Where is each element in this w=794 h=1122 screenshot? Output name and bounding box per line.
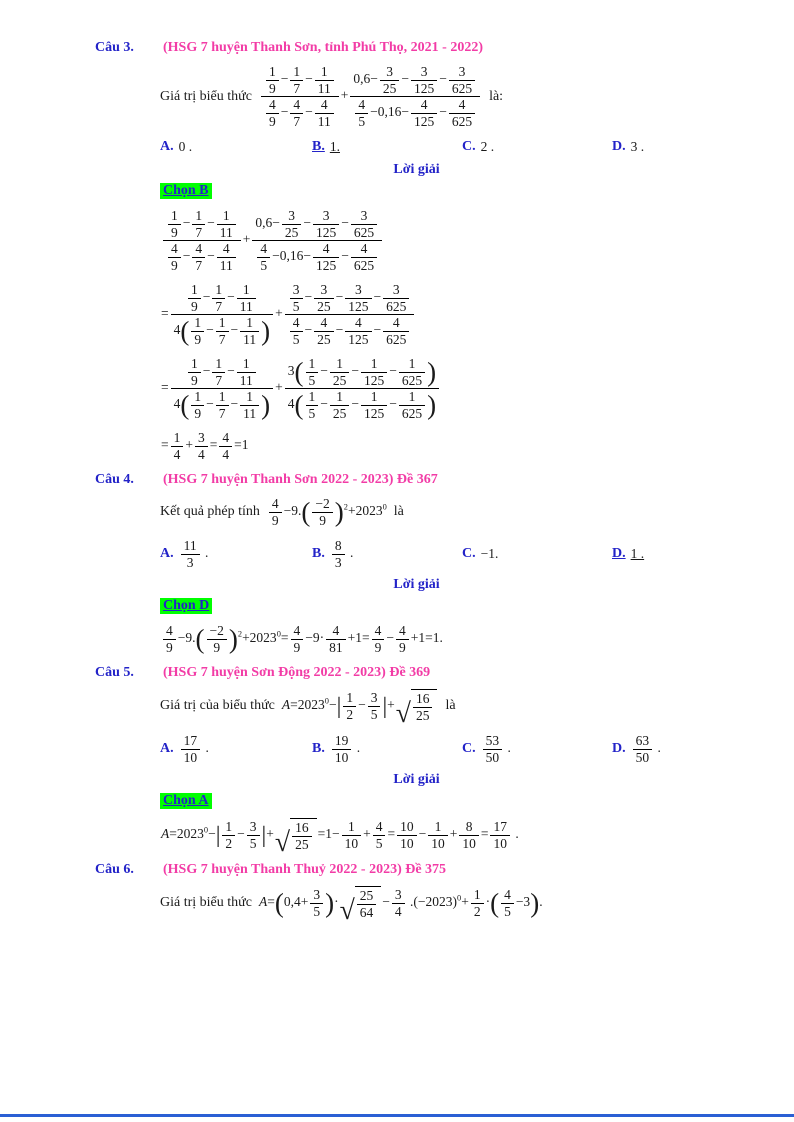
choice-value: 0 .	[178, 139, 193, 155]
choice-value: $\frac{17}{10}$ .	[179, 733, 209, 765]
choice-a	[160, 538, 312, 570]
choice-letter: A.	[160, 139, 174, 155]
solution-heading: Lời giải	[393, 162, 440, 178]
stem-math: A=(0,4+ $\frac{3}{5}$ )· √ $\frac{25}{64}$ − $\frac{3}{4}$ $.(-2023)^0+$ $\frac{1}{2}$ ·( $\frac{4}{5}$ −3).	[258, 887, 543, 925]
question-header	[95, 472, 738, 488]
solution-heading: Lời giải	[393, 577, 440, 593]
answer-highlight: Chọn D	[160, 598, 212, 614]
choices-row	[160, 538, 738, 570]
choice-d	[612, 733, 738, 765]
question-number: Câu 6.	[95, 862, 134, 878]
question-number: Câu 4.	[95, 472, 134, 488]
question-number: Câu 5.	[95, 665, 134, 681]
question-4	[95, 472, 738, 655]
choice-letter: A.	[160, 546, 174, 562]
choice-c	[462, 546, 612, 562]
stem-math: $\frac{4}{9}$ −9.( $\frac{-2}{9}$ )$^2+2023^0$	[267, 496, 387, 528]
choice-value: 1 .	[630, 546, 645, 562]
choice-c	[462, 139, 612, 155]
answer-highlight: Chọn B	[160, 183, 212, 199]
choice-letter: C.	[462, 546, 476, 562]
choice-d	[612, 139, 738, 155]
choice-letter: B.	[312, 546, 325, 562]
choices-row	[160, 733, 738, 765]
choice-b	[312, 139, 462, 155]
choice-value: $\frac{8}{3}$ .	[330, 538, 354, 570]
solution-heading: Lời giải	[393, 772, 440, 788]
choice-a	[160, 139, 312, 155]
answer-row	[160, 183, 738, 199]
choice-value: 2 .	[480, 139, 495, 155]
choice-letter: C.	[462, 741, 476, 757]
choice-c	[462, 733, 612, 765]
question-header	[95, 40, 738, 56]
question-stem	[160, 689, 738, 728]
footer-rule	[0, 1114, 794, 1117]
solution-step: = $\frac{1}{9}$ − $\frac{1}{7}$ − $\frac{1}{11}$ 4( $\frac{1}{9}$ − $\frac{1}{7}$ − $\frac{1}{11}$ ) + 3( $\frac{1}{5}$ − $\frac{1}{25}$ − $\frac{1}{125}$ − $\frac{1}{625}$ ) 4( $\frac{1}{5}$ − $\frac{1}{25}$ − $\frac{1}{125}$ − $\frac{1}{625}$ )	[161, 356, 738, 421]
choice-value: $\frac{53}{50}$ .	[481, 733, 511, 765]
choice-value: 3 .	[630, 139, 645, 155]
question-number: Câu 3.	[95, 40, 134, 55]
stem-prefix: Giá trị của biểu thức	[160, 698, 275, 714]
question-source: (HSG 7 huyện Thanh Thuỷ 2022 - 2023) Đề 375	[163, 862, 447, 878]
choice-b	[312, 538, 462, 570]
choice-value: $\frac{11}{3}$ .	[179, 538, 209, 570]
answer-highlight: Chọn A	[160, 793, 212, 809]
solution-step: $\frac{4}{9}$ −9.( $\frac{-2}{9}$ )$^2+2023^0=$ $\frac{4}{9}$ −9· $\frac{4}{81}$ +1= $\frac{4}{9}$ − $\frac{4}{9}$ +1=1.	[161, 623, 738, 655]
stem-suffix: là	[393, 504, 404, 520]
question-header	[95, 862, 738, 878]
answer-row	[160, 793, 738, 809]
stem-suffix: là:	[489, 88, 504, 104]
choice-letter: A.	[160, 741, 174, 757]
choice-letter: D.	[612, 546, 626, 562]
choice-letter: D.	[612, 139, 626, 155]
stem-prefix: Kết quả phép tính	[160, 504, 260, 520]
solution-step: = $\frac{1}{9}$ − $\frac{1}{7}$ − $\frac{1}{11}$ 4( $\frac{1}{9}$ − $\frac{1}{7}$ − $\frac{1}{11}$ ) + $\frac{3}{5}$ − $\frac{3}{25}$ − $\frac{3}{125}$ − $\frac{3}{625}$ $\frac{4}{5}$ − $\frac{4}{25}$ − $\frac{4}{125}$ − $\frac{4}{625}$	[161, 282, 738, 347]
stem-prefix: Giá trị biểu thức	[160, 895, 252, 911]
choice-letter: C.	[462, 139, 476, 155]
choice-value: $\frac{63}{50}$ .	[631, 733, 661, 765]
choice-value: 1.	[329, 139, 340, 155]
stem-prefix: Giá trị biểu thức	[160, 88, 252, 104]
solution-step: $A=2023^0-|$ $\frac{1}{2}$ − $\frac{3}{5}$ |+ √ $\frac{16}{25}$ =1− $\frac{1}{10}$ + $\frac{4}{5}$ = $\frac{10}{10}$ − $\frac{1}{10}$ + $\frac{8}{10}$ = $\frac{17}{10}$ .	[161, 819, 519, 857]
choice-letter: B.	[312, 741, 325, 757]
question-stem	[160, 64, 738, 129]
question-stem	[160, 886, 738, 925]
question-source: (HSG 7 huyện Thanh Sơn 2022 - 2023) Đề 367	[163, 472, 438, 488]
choices-row	[160, 139, 738, 155]
choice-d	[612, 546, 738, 562]
stem-suffix: là	[445, 698, 456, 714]
question-5	[95, 665, 738, 857]
question-source: (HSG 7 huyện Sơn Động 2022 - 2023) Đề 369	[163, 665, 431, 681]
choice-value: $\frac{19}{10}$ .	[330, 733, 360, 765]
question-6	[95, 862, 738, 925]
stem-math: $\frac{1}{9}$ − $\frac{1}{7}$ − $\frac{1}{11}$ $\frac{4}{9}$ − $\frac{4}{7}$ − $\frac{4}{11}$ + 0,6− $\frac{3}{25}$ − $\frac{3}{125}$ − $\frac{3}{625}$ $\frac{4}{5}$ −0,16− $\frac{4}{125}$ − $\frac{4}{625}$	[259, 64, 482, 129]
choice-letter: B.	[312, 139, 325, 155]
stem-math: $A=2023^0-|$ $\frac{1}{2}$ − $\frac{3}{5}$ |+ √ $\frac{16}{25}$	[282, 689, 439, 723]
question-source: (HSG 7 huyện Thanh Sơn, tỉnh Phú Thọ, 2021 - 2022)	[163, 40, 484, 55]
choice-b	[312, 733, 462, 765]
solution-step: $\frac{1}{9}$ − $\frac{1}{7}$ − $\frac{1}{11}$ $\frac{4}{9}$ − $\frac{4}{7}$ − $\frac{4}{11}$ + 0,6− $\frac{3}{25}$ − $\frac{3}{125}$ − $\frac{3}{625}$ $\frac{4}{5}$ −0,16− $\frac{4}{125}$ − $\frac{4}{625}$	[161, 208, 738, 273]
question-3	[95, 40, 738, 462]
choice-value: −1.	[480, 546, 499, 562]
choice-a	[160, 733, 312, 765]
solution-step: = $\frac{1}{4}$ + $\frac{3}{4}$ = $\frac{4}{4}$ =1	[161, 430, 249, 462]
choice-letter: D.	[612, 741, 626, 757]
answer-row	[160, 598, 738, 614]
question-header	[95, 665, 738, 681]
question-stem	[160, 496, 738, 528]
